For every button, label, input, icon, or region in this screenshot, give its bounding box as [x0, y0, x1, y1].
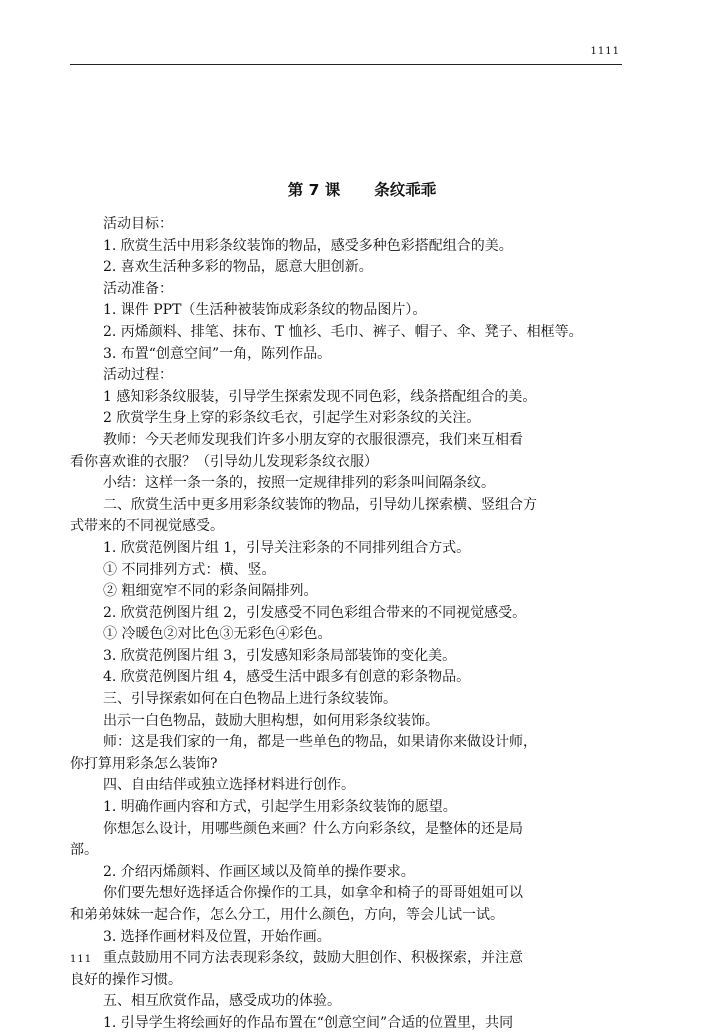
text-line: 2. 欣赏范例图片组 2，引发感受不同色彩组合带来的不同视觉感受。 — [103, 604, 527, 621]
header-divider — [70, 64, 622, 65]
text-line: ② 粗细宽窄不同的彩条间隔排列。 — [103, 583, 318, 600]
text-line: 3. 选择作画材料及位置，开始作画。 — [103, 928, 331, 945]
text-line: 师：这是我们家的一角，都是一些单色的物品，如果请你来做设计师， — [103, 734, 537, 751]
text-line: 五、相互欣赏作品，感受成功的体验。 — [103, 993, 341, 1010]
text-line: 和弟弟妹妹一起合作，怎么分工，用什么颜色，方向，等会儿试一试。 — [70, 907, 504, 923]
text-line: ① 冷暖色②对比色③无彩色④彩色。 — [103, 626, 332, 643]
text-line: 3. 布置“创意空间”一角，陈列作品。 — [103, 345, 332, 362]
text-line: 2. 介绍丙烯颜料、作画区域以及简单的操作要求。 — [103, 863, 415, 880]
text-line: 1. 欣赏生活中用彩条纹装饰的物品，感受多种色彩搭配组合的美。 — [103, 237, 513, 254]
text-line: 1. 引导学生将绘画好的作品布置在“创意空间”合适的位置里，共同 — [103, 1014, 514, 1031]
text-line: 教师：今天老师发现我们许多小朋友穿的衣服很漂亮，我们来互相看 — [103, 431, 523, 448]
lesson-number: 第 7 课 — [287, 181, 341, 199]
text-line: 二、欣赏生活中更多用彩条纹装饰的物品，引导幼儿探索横、竖组合方 — [103, 496, 537, 513]
text-line: 三、引导探索如何在白色物品上进行条纹装饰。 — [103, 691, 397, 708]
lesson-title — [0, 178, 724, 200]
footer-page-number: 111 — [70, 954, 93, 965]
text-line: 2. 喜欢生活种多彩的物品，愿意大胆创新。 — [103, 259, 373, 276]
text-line: 1 感知彩条纹服装，引导学生探索发现不同色彩，线条搭配组合的美。 — [103, 388, 537, 405]
text-line: 1. 明确作画内容和方式，引起学生用彩条纹装饰的愿望。 — [103, 799, 457, 816]
text-line: ① 不同排列方式：横、竖。 — [103, 561, 276, 578]
lesson-name: 条纹乖乖 — [374, 181, 437, 199]
text-line: 活动准备： — [103, 280, 173, 297]
text-line: 1. 课件 PPT（生活种被装饰成彩条纹的物品图片）。 — [103, 302, 427, 319]
text-line: 2. 丙烯颜料、排笔、抹布、T 恤衫、毛巾、裤子、帽子、伞、凳子、相框等。 — [103, 323, 583, 340]
text-line: 看你喜欢谁的衣服？（引导幼儿发现彩条纹衣服） — [70, 453, 378, 470]
document-body — [70, 214, 626, 1035]
text-line: 出示一白色物品，鼓励大胆构想，如何用彩条纹装饰。 — [103, 712, 439, 729]
text-line: 活动目标： — [103, 216, 173, 232]
text-line: 3. 欣赏范例图片组 3，引发感知彩条局部装饰的变化美。 — [103, 647, 457, 664]
text-line: 活动过程： — [103, 367, 173, 384]
text-line: 2 欣赏学生身上穿的彩条纹毛衣，引起学生对彩条纹的关注。 — [103, 410, 481, 427]
text-line: 重点鼓励用不同方法表现彩条纹，鼓励大胆创作、积极探索，并注意 — [103, 950, 523, 967]
text-line: 良好的操作习惯。 — [70, 971, 182, 988]
text-line: 你想怎么设计，用哪些颜色来画？什么方向彩条纹，是整体的还是局 — [103, 820, 523, 837]
text-line: 4. 欣赏范例图片组 4，感受生活中跟多有创意的彩条物品。 — [103, 669, 471, 686]
text-line: 你打算用彩条怎么装饰? — [70, 755, 218, 772]
text-line: 部。 — [70, 842, 98, 859]
header-page-number: 1111 — [590, 46, 620, 57]
text-line: 小结：这样一条一条的，按照一定规律排列的彩条叫间隔条纹。 — [103, 475, 495, 492]
text-line: 式带来的不同视觉感受。 — [70, 518, 224, 535]
text-line: 1. 欣赏范例图片组 1，引导关注彩条的不同排列组合方式。 — [103, 539, 471, 556]
text-line: 四、自由结伴或独立选择材料进行创作。 — [103, 777, 355, 794]
text-line: 你们要先想好选择适合你操作的工具，如拿伞和椅子的哥哥姐姐可以 — [103, 885, 523, 902]
